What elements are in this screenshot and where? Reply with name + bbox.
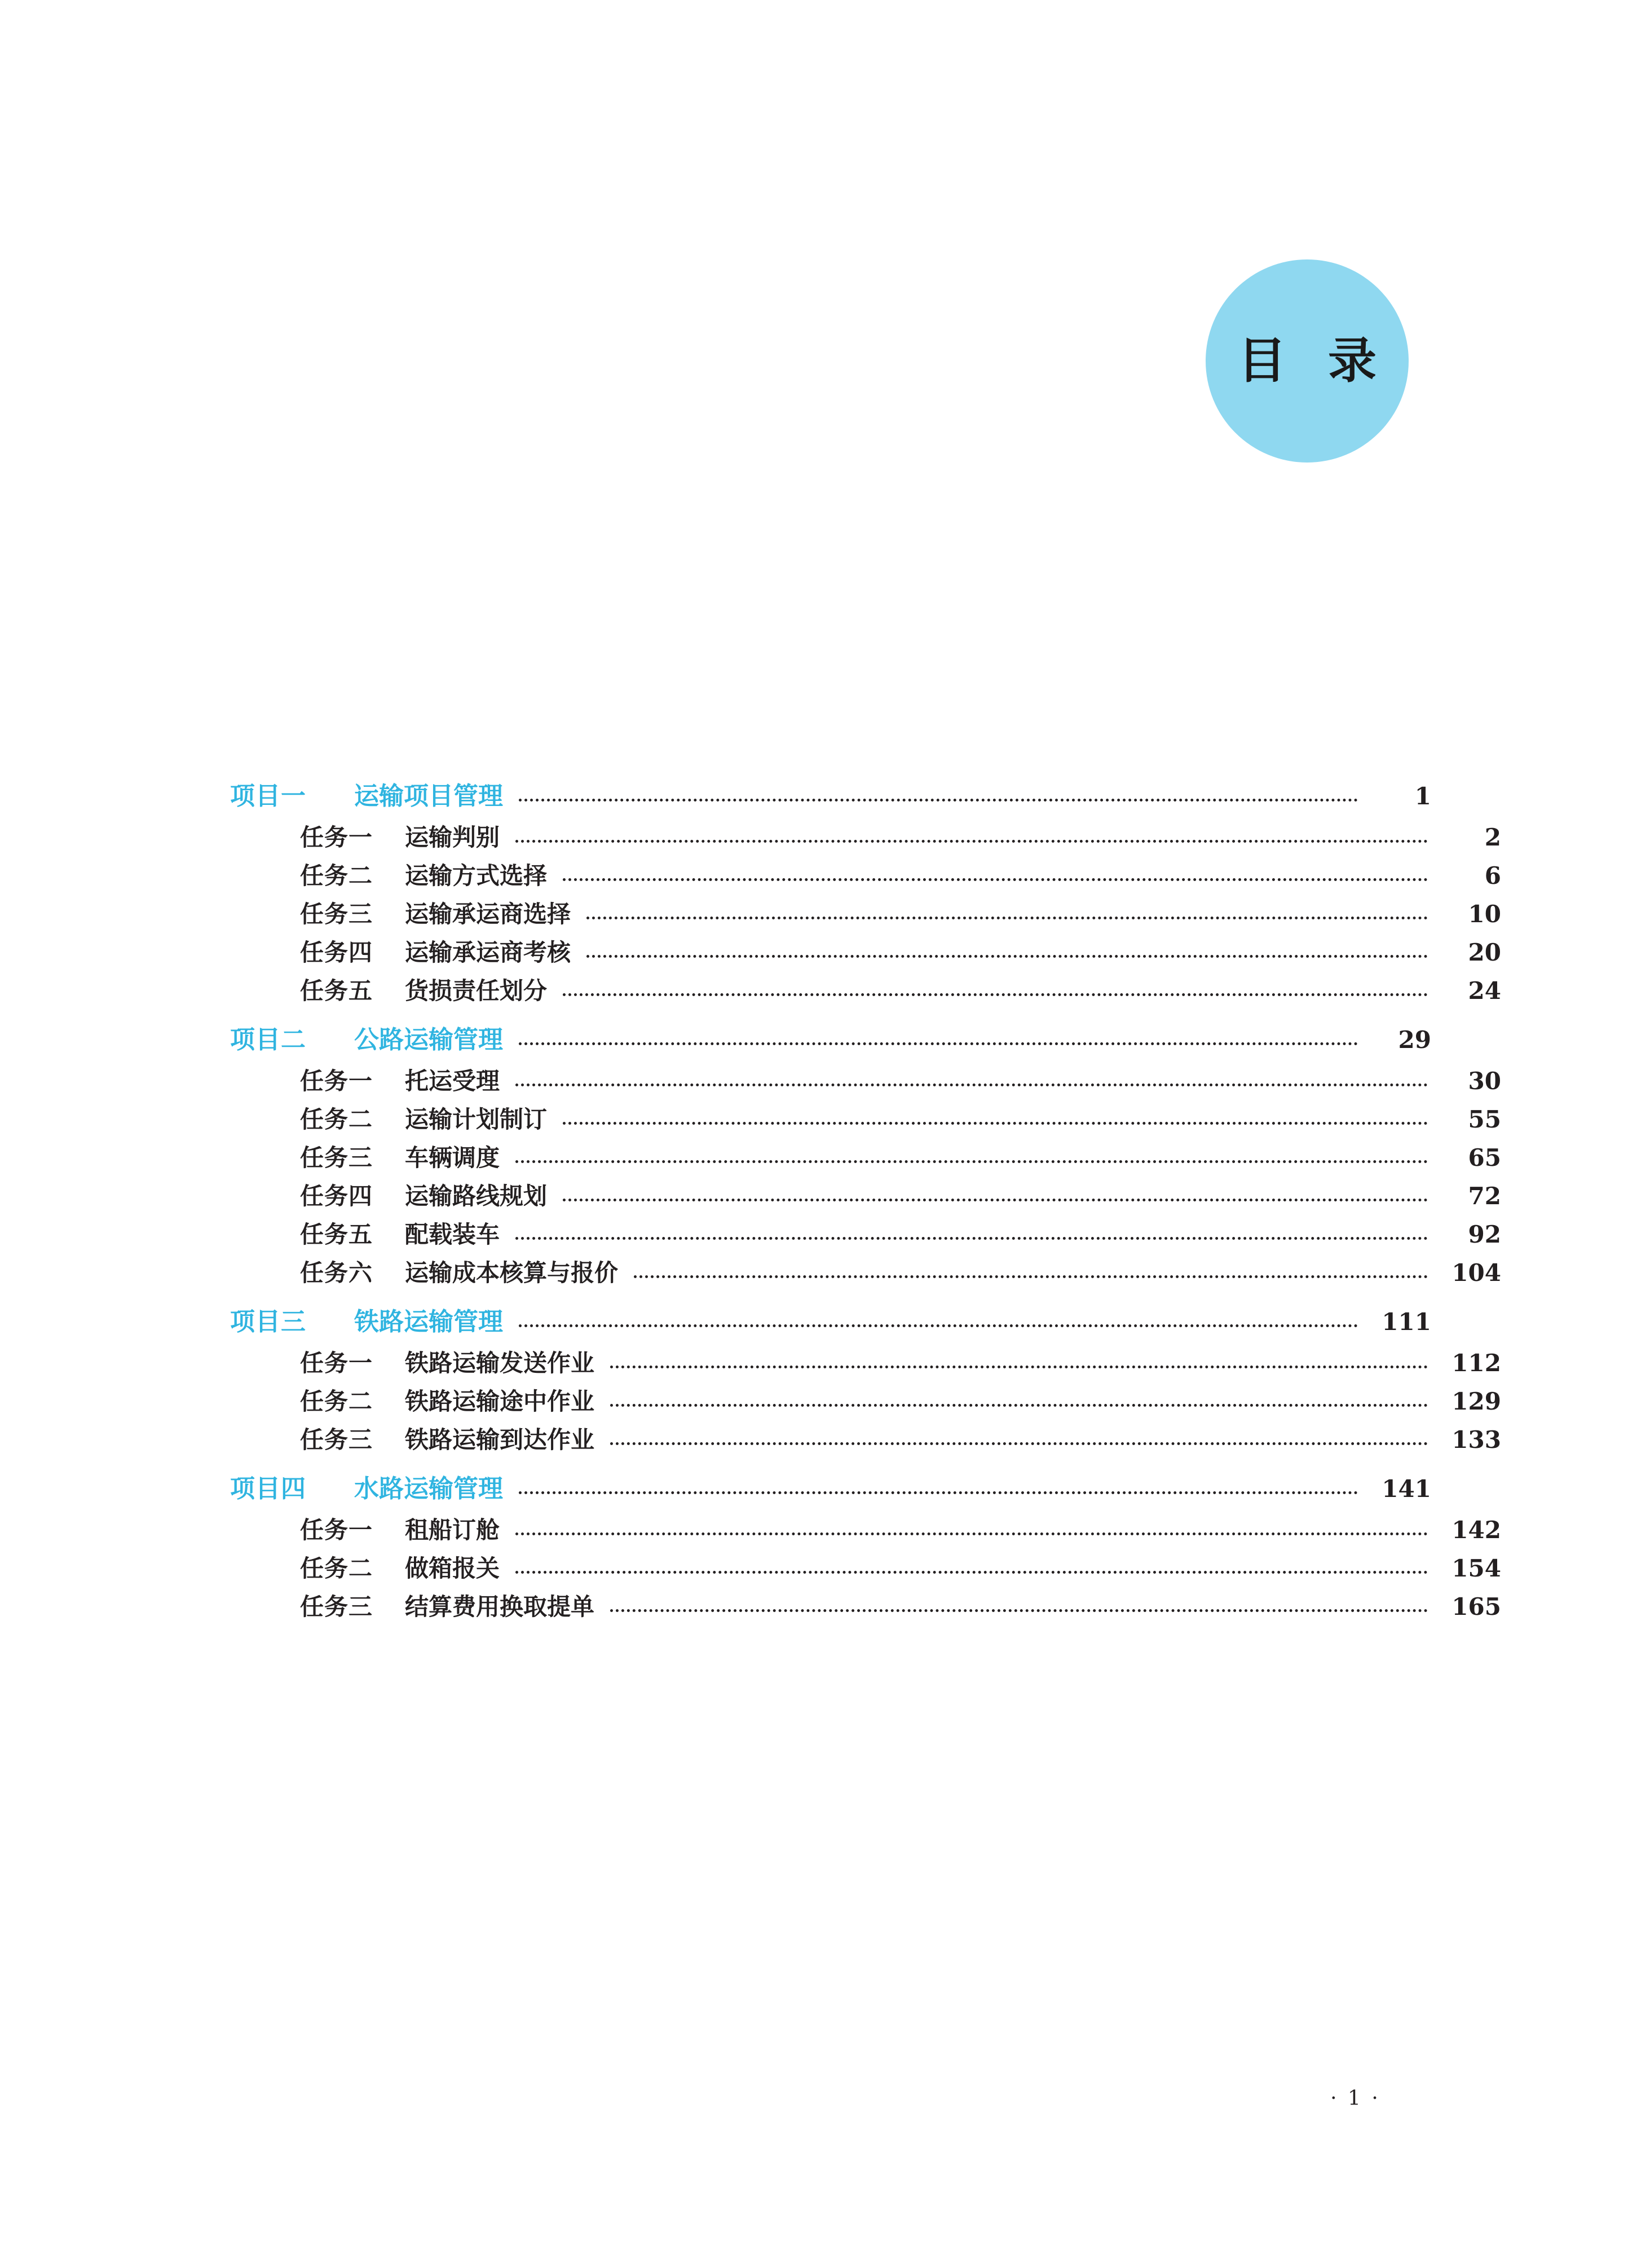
toc-leader-dots [610,1401,1428,1410]
toc-entry-task[interactable] [230,902,1501,926]
toc-entry-task[interactable] [230,1554,1501,1582]
toc-entry-page: 133 [1451,1426,1501,1454]
toc-entry-task[interactable] [230,1146,1501,1170]
page-title: 目 录 [1238,332,1389,389]
toc-entry-task[interactable] [230,823,1501,851]
toc-entry-label: 任务五 [300,1221,373,1248]
toc-entry-label: 任务一 [300,1516,373,1544]
toc-leader-dots [586,952,1428,961]
toc-entry-title: 结算费用换取提单 [405,1593,595,1620]
toc-leader-dots [515,1567,1428,1576]
toc-entry-label: 任务六 [300,1259,373,1287]
toc-group [230,1474,1501,1620]
toc-entry-page: 72 [1468,1182,1501,1210]
toc-entry-label: 项目一 [230,782,306,811]
toc-entry-title: 货损责任划分 [405,977,548,1005]
toc-entry-label: 任务三 [300,1144,373,1172]
toc-entry-project[interactable] [230,1025,1431,1054]
toc-leader-dots [563,1195,1428,1204]
toc-entry-page: 111 [1382,1308,1431,1336]
toc-entry-task[interactable] [230,1595,1501,1619]
toc-leader-dots [563,875,1428,884]
toc-leader-dots [519,1488,1358,1497]
toc-entry-title: 公路运输管理 [354,1025,503,1054]
toc-entry-task[interactable] [230,979,1501,1003]
toc-entry-label: 任务一 [300,1349,373,1377]
toc-entry-label: 任务二 [300,1106,373,1133]
toc-entry-title: 运输方式选择 [405,862,548,889]
toc-entry-label: 任务二 [300,1388,373,1415]
toc-entry-page: 10 [1468,900,1501,928]
page-footer [0,2087,1628,2110]
toc-entry-title: 铁路运输途中作业 [405,1388,595,1415]
toc-entry-title: 水路运输管理 [354,1474,503,1503]
toc-leader-dots [519,1321,1358,1330]
toc-leader-dots [515,1080,1428,1089]
toc-entry-task[interactable] [230,941,1501,965]
page-title-badge [1206,259,1409,463]
toc-entry-title: 运输项目管理 [354,782,503,811]
toc-leader-dots [586,913,1428,922]
toc-entry-title: 运输承运商选择 [405,900,571,928]
toc-entry-page: 6 [1484,862,1501,889]
toc-entry-label: 任务三 [300,1593,373,1620]
toc-entry-task[interactable] [230,864,1501,888]
toc-entry-task[interactable] [230,1108,1501,1131]
toc-entry-title: 铁路运输到达作业 [405,1426,595,1454]
toc-entry-title: 租船订舱 [405,1516,500,1544]
toc-entry-title: 车辆调度 [405,1144,500,1172]
toc-entry-label: 任务三 [300,1426,373,1454]
toc-leader-dots [515,1529,1428,1538]
toc-group [230,1025,1501,1287]
toc-entry-page: 129 [1451,1388,1501,1415]
toc-entry-task[interactable] [230,1428,1501,1452]
toc-entry-page: 92 [1468,1221,1501,1248]
toc-entry-title: 托运受理 [405,1067,500,1095]
toc-leader-dots [563,990,1428,999]
toc-leader-dots [519,795,1358,804]
toc-entry-title: 做箱报关 [405,1554,500,1582]
toc-leader-dots [610,1439,1428,1448]
toc-entry-page: 20 [1468,939,1501,966]
toc-entry-label: 任务四 [300,1182,373,1210]
toc-entry-page: 154 [1451,1554,1501,1582]
toc-entry-label: 任务一 [300,823,373,851]
toc-entry-page: 142 [1451,1516,1501,1544]
toc-entry-title: 运输路线规划 [405,1182,548,1210]
toc-entry-title: 运输成本核算与报价 [405,1259,619,1287]
toc-entry-task[interactable] [230,1184,1501,1208]
toc-entry-task[interactable] [230,1518,1501,1542]
toc-entry-project[interactable] [230,1307,1431,1336]
toc-entry-label: 任务三 [300,900,373,928]
toc-entry-label: 项目四 [230,1474,306,1503]
toc-entry-page: 112 [1451,1349,1501,1377]
toc-entry-title: 运输判别 [405,823,500,851]
toc-leader-dots [519,1039,1358,1048]
toc-entry-page: 141 [1382,1475,1431,1503]
toc-entry-title: 铁路运输管理 [354,1307,503,1336]
toc-entry-label: 任务二 [300,862,373,889]
folio-number: · 1 · [1330,2087,1380,2110]
toc-entry-page: 2 [1484,823,1501,851]
toc-entry-title: 配载装车 [405,1221,500,1248]
toc-entry-page: 29 [1398,1026,1431,1054]
toc-entry-task[interactable] [230,1351,1501,1375]
toc-entry-page: 1 [1414,782,1431,810]
toc-entry-page: 65 [1468,1144,1501,1172]
toc-entry-label: 任务四 [300,939,373,966]
toc-leader-dots [610,1606,1428,1615]
toc-entry-project[interactable] [230,1474,1431,1503]
toc-entry-task[interactable] [230,1390,1501,1413]
toc-entry-task[interactable] [230,1069,1501,1093]
toc-entry-page: 165 [1451,1593,1501,1620]
toc-entry-title: 铁路运输发送作业 [405,1349,595,1377]
toc-leader-dots [515,836,1428,845]
toc-entry-page: 30 [1468,1067,1501,1095]
toc-leader-dots [515,1234,1428,1243]
toc-entry-project[interactable] [230,784,1431,809]
toc-leader-dots [634,1272,1428,1281]
toc-entry-label: 项目二 [230,1025,306,1054]
toc-leader-dots [563,1118,1428,1128]
toc-group [230,782,1501,1005]
toc-entry-page: 104 [1451,1259,1501,1287]
toc-entry-label: 项目三 [230,1307,306,1336]
toc-leader-dots [515,1157,1428,1166]
toc-entry-task[interactable] [230,1223,1501,1247]
toc-entry-title: 运输计划制订 [405,1106,548,1133]
toc-entry-label: 任务五 [300,977,373,1005]
toc-entry-title: 运输承运商考核 [405,939,571,966]
table-of-contents [230,782,1501,1633]
toc-entry-label: 任务二 [300,1554,373,1582]
toc-entry-page: 24 [1468,977,1501,1005]
toc-entry-label: 任务一 [300,1067,373,1095]
toc-entry-page: 55 [1468,1106,1501,1133]
toc-group [230,1307,1501,1454]
toc-leader-dots [610,1362,1428,1371]
toc-entry-task[interactable] [230,1261,1501,1285]
